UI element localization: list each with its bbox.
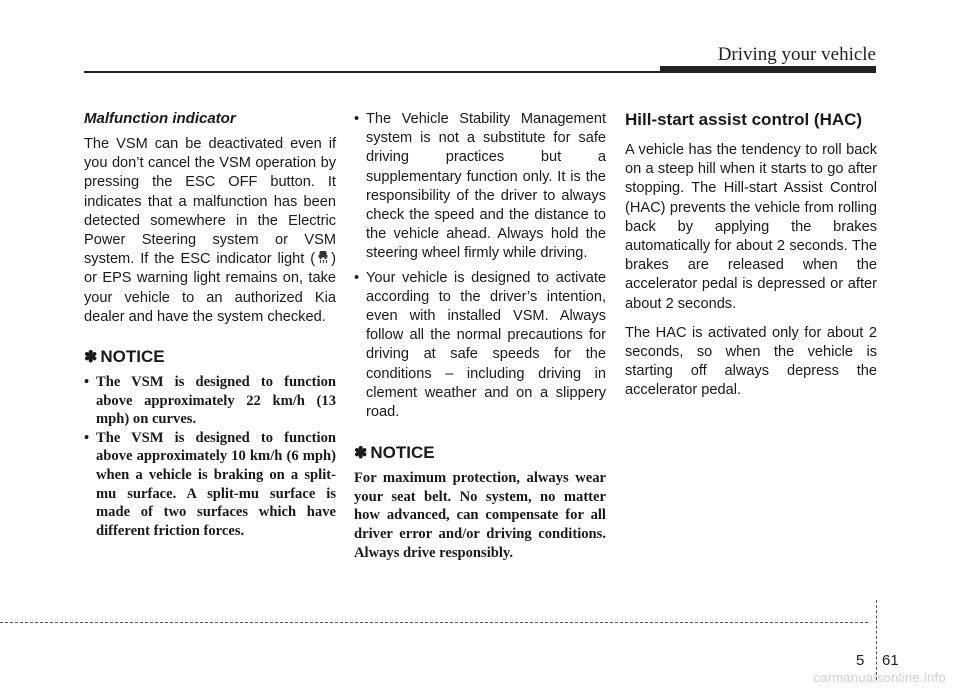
header-rule-thick — [660, 66, 876, 73]
hac-paragraph-1: A vehicle has the tendency to roll back on a steep hill when it starts to go after stopping. The Hill-start Assist Control (HAC) prevents the vehicle from rolling back by applying the brakes automatically for about 2 seconds. The brakes are released when the accelerator pedal is depressed or after about 2 seconds. — [625, 142, 877, 312]
malfunction-paragraph — [84, 135, 336, 327]
malfunction-text-start: The VSM can be deactivated even if you don’t cancel the VSM operation by pressing the ESC OFF button. It indicates that a malfunction has been detected somewhere in the Electric Power Steering system or VSM system. If the ESC indicator light ( — [84, 136, 336, 268]
notice-star-icon: ✽ — [84, 349, 98, 367]
column-right — [625, 110, 877, 401]
vsm-bullet-item: • The Vehicle Stability Management system is not a substitute for safe driving practices but a supplementary function only. It is the responsibility of the driver to always check the speed and the distance to the vehicle ahead. Always hold the steering wheel firmly while driving. — [354, 110, 606, 264]
notice-label: NOTICE — [100, 347, 165, 367]
esc-skid-car-icon — [317, 250, 329, 266]
notice-heading — [354, 443, 606, 463]
watermark: carmanualsonline.info — [813, 670, 946, 685]
notice-list — [84, 373, 336, 540]
vsm-bullet-item: • Your vehicle is designed to activate according to the driver’s intention, even with installed VSM. Always follow all the normal precautions for driving at safe speeds for the conditions – including driving in clement weather and on a slippery road. — [354, 269, 606, 423]
vsm-bullet-list — [354, 110, 606, 422]
chapter-number: 5 — [856, 652, 865, 669]
notice-item: • The VSM is designed to function above approximately 10 km/h (6 mph) when a vehicle is braking on a split-mu surface. A split-mu surface is made of two surfaces which have different friction forces. — [84, 429, 336, 541]
notice-heading — [84, 347, 336, 367]
column-left — [84, 110, 336, 540]
column-middle — [354, 110, 606, 562]
hac-paragraph-2: The HAC is activated only for about 2 seconds, so when the vehicle is starting off always depress the accelerator pedal. — [625, 324, 877, 399]
footer-divider — [876, 600, 877, 680]
notice-item: • The VSM is designed to function above approximately 22 km/h (13 mph) on curves. — [84, 373, 336, 429]
footer-rule — [0, 622, 868, 623]
notice-label: NOTICE — [370, 443, 435, 463]
notice-star-icon: ✽ — [354, 445, 368, 463]
header-rule-thin — [84, 71, 660, 73]
malfunction-heading: Malfunction indicator — [84, 110, 236, 127]
malfunction-text-end: ) or EPS warning light remains on, take your vehicle to an authorized Kia dealer and have the system checked. — [84, 251, 336, 325]
hac-heading: Hill-start assist control (HAC) — [625, 110, 863, 129]
seatbelt-notice-text: For maximum protection, always wear your seat belt. No system, no matter how advanced, can compensate for all driver error and/or driving conditions. Always drive responsibly. — [354, 470, 606, 561]
header-title: Driving your vehicle — [717, 44, 876, 65]
page-number: 61 — [882, 652, 899, 669]
